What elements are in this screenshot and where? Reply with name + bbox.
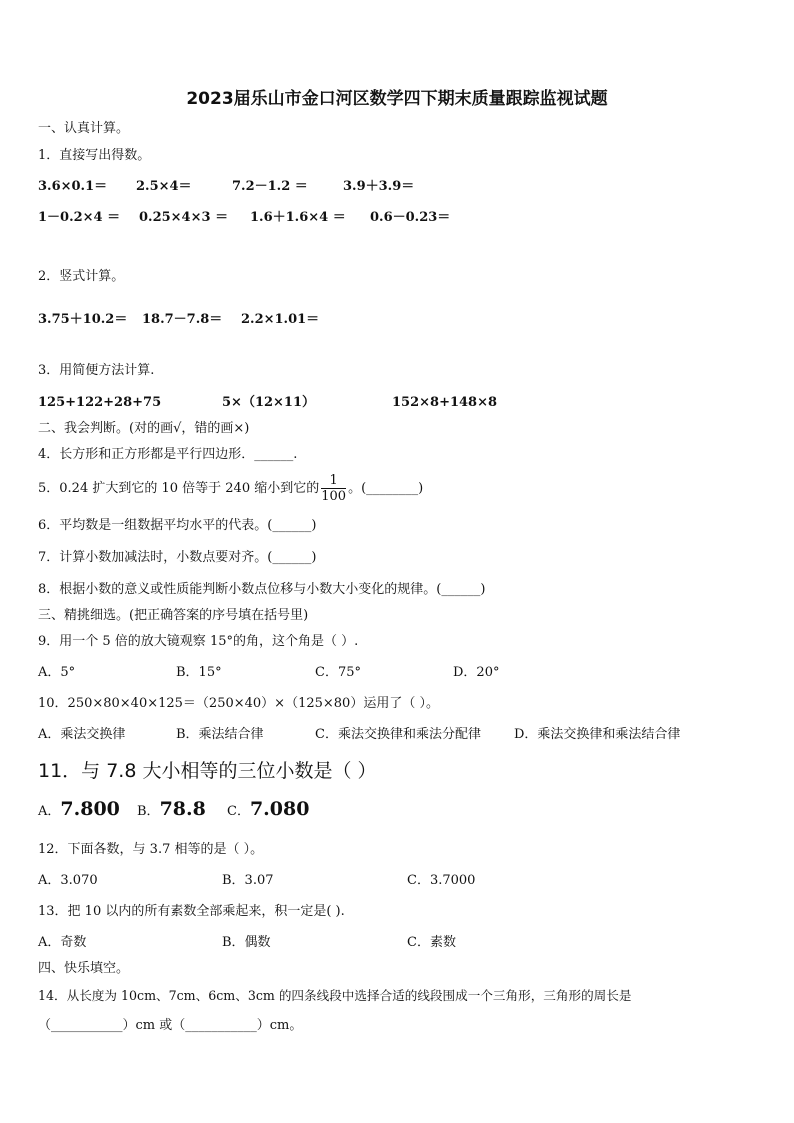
- option: [38, 798, 120, 820]
- question-9: 9．用一个 5 倍的放大镜观察 15°的角，这个角是（ ）.: [38, 634, 359, 649]
- section-heading-1: 一、认真计算。: [38, 121, 130, 136]
- question-7: 7．计算小数加减法时，小数点要对齐。(______): [38, 550, 317, 565]
- question-12: 12．下面各数，与 3.7 相等的是（ ）。: [38, 842, 264, 857]
- calc-item: 3.6×0.1＝: [38, 179, 108, 194]
- option: B．乘法结合律: [176, 727, 264, 742]
- option: A．奇数: [38, 935, 87, 950]
- option: A．3.070: [38, 873, 98, 888]
- question-6: 6．平均数是一组数据平均水平的代表。(______): [38, 518, 317, 533]
- calc-item: 1－0.2×4 ＝: [38, 210, 121, 225]
- option-value: 7.080: [249, 798, 310, 820]
- option: D．20°: [453, 665, 500, 680]
- page-title: 2023届乐山市金口河区数学四下期末质量跟踪监视试题: [186, 89, 608, 109]
- section-heading-3: 三、精挑细选。(把正确答案的序号填在括号里): [38, 608, 309, 623]
- question-1: 1．直接写出得数。: [38, 148, 151, 163]
- option: C．75°: [315, 665, 361, 680]
- calc-item: 3.9＋3.9＝: [343, 179, 415, 194]
- section-heading-4: 四、快乐填空。: [38, 961, 130, 976]
- question-8: 8．根据小数的意义或性质能判断小数点位移与小数大小变化的规律。(______): [38, 582, 486, 597]
- question-10: 10．250×80×40×125＝（250×40）×（125×80）运用了（ ）。: [38, 696, 439, 711]
- vertical-calc-item: 18.7－7.8＝: [142, 312, 223, 327]
- question-11: 11．与 7.8 大小相等的三位小数是（ ）: [38, 760, 377, 782]
- question-4: 4．长方形和正方形都是平行四边形．______.: [38, 447, 298, 462]
- fraction-denominator: 100: [321, 489, 347, 504]
- option-letter: C．: [227, 804, 250, 819]
- simplify-item: 152×8+148×8: [392, 395, 498, 410]
- calc-item: 0.6－0.23＝: [370, 210, 451, 225]
- option-value: 7.800: [60, 798, 120, 820]
- fraction: [321, 473, 346, 504]
- question-5-blank: 。(________): [348, 481, 424, 496]
- calc-item: 7.2－1.2 ＝: [232, 179, 308, 194]
- option-letter: A．: [38, 804, 61, 819]
- option-letter: B．: [137, 804, 160, 819]
- option: [137, 798, 206, 820]
- option: B．偶数: [222, 935, 271, 950]
- option: B．15°: [176, 665, 222, 680]
- vertical-calc-item: 2.2×1.01＝: [241, 312, 320, 327]
- question-3: 3．用简便方法计算.: [38, 363, 155, 378]
- option: [227, 798, 310, 820]
- option: A．乘法交换律: [38, 727, 126, 742]
- question-13: 13．把 10 以内的所有素数全部乘起来，积一定是( ).: [38, 904, 345, 919]
- vertical-calc-item: 3.75＋10.2＝: [38, 312, 128, 327]
- question-5: [38, 472, 423, 506]
- option: C．素数: [407, 935, 456, 950]
- calc-item: 2.5×4＝: [136, 179, 192, 194]
- simplify-item: 125+122+28+75: [38, 395, 162, 410]
- fraction-numerator: 1: [321, 473, 346, 489]
- section-heading-2: 二、我会判断。(对的画√，错的画×): [38, 421, 250, 436]
- question-5-text: 5．0.24 扩大到它的 10 倍等于 240 缩小到它的: [38, 481, 320, 496]
- option-value: 78.8: [159, 798, 206, 820]
- calc-item: 1.6＋1.6×4 ＝: [250, 210, 346, 225]
- question-14-blanks: （___________）cm 或（___________）cm。: [38, 1018, 303, 1033]
- option: C．3.7000: [407, 873, 476, 888]
- option: B．3.07: [222, 873, 274, 888]
- question-14: 14．从长度为 10cm、7cm、6cm、3cm 的四条线段中选择合适的线段围成一个三角形，三角形的周长是: [38, 988, 632, 1003]
- option: C．乘法交换律和乘法分配律: [315, 727, 481, 742]
- question-2: 2．竖式计算。: [38, 269, 125, 284]
- calc-item: 0.25×4×3 ＝: [139, 210, 229, 225]
- option: A．5°: [38, 665, 76, 680]
- option: D．乘法交换律和乘法结合律: [514, 727, 681, 742]
- simplify-item: 5×（12×11）: [222, 395, 316, 410]
